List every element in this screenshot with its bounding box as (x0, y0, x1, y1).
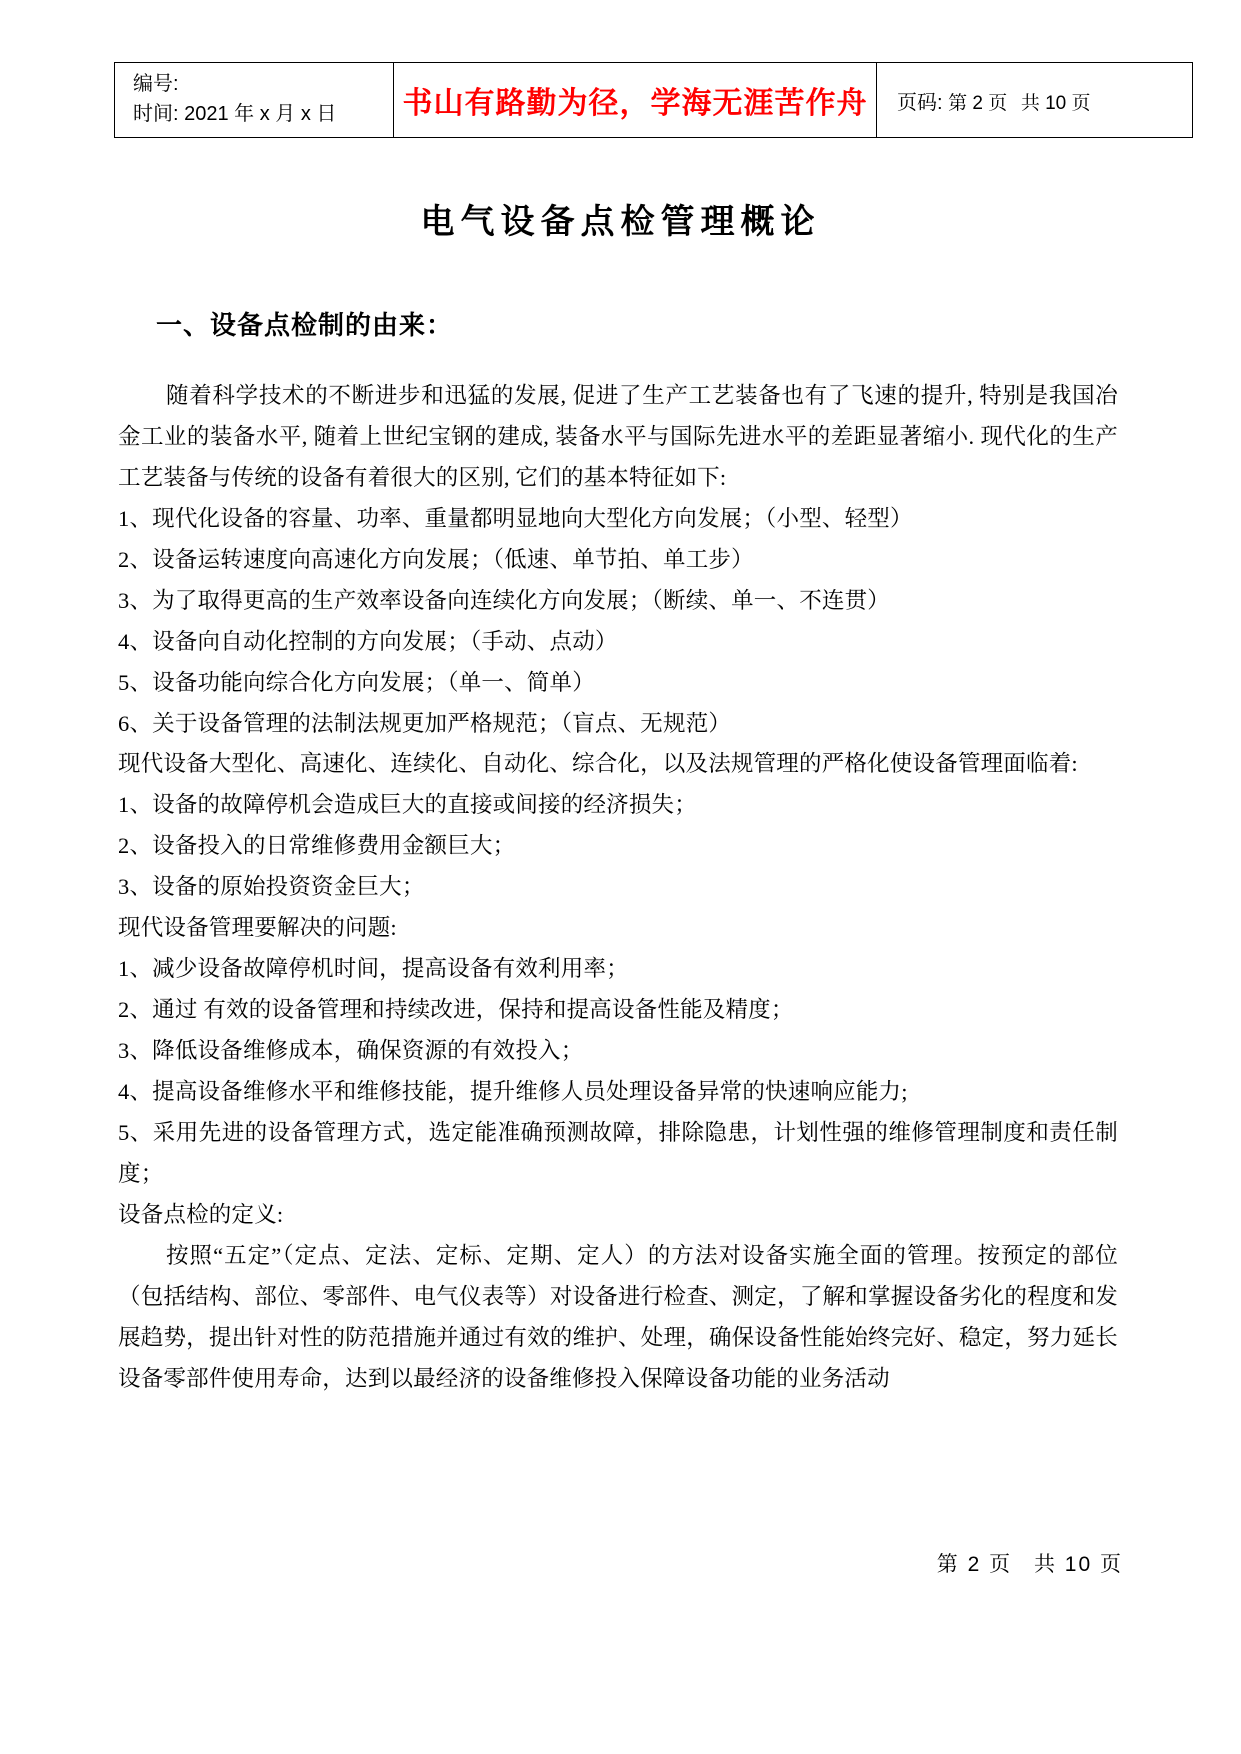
header-page-label: 页码: (897, 91, 943, 114)
body-paragraph: 3、为了取得更高的生产效率设备向连续化方向发展；（断续、单一、不连贯） (118, 587, 891, 613)
body-paragraph: 6、关于设备管理的法制法规更加严格规范；（盲点、无规范） (118, 710, 732, 736)
footer-page-current: 第 2 页 (936, 1553, 1013, 1576)
body-paragraph: 设备点检的定义: (118, 1201, 284, 1227)
body-paragraph: 2、设备投入的日常维修费用金额巨大； (118, 833, 516, 859)
body-paragraph: 2、设备运转速度向高速化方向发展；（低速、单节拍、单工步） (118, 546, 754, 572)
header-cell-slogan (394, 63, 877, 138)
body-paragraph: 4、提高设备维修水平和维修技能，提升维修人员处理设备异常的快速响应能力; (118, 1078, 908, 1104)
body-paragraph: 现代设备管理要解决的问题: (118, 915, 397, 941)
body-paragraph: 3、设备的原始投资资金巨大； (118, 874, 425, 900)
page-header-table (114, 62, 1193, 138)
body-paragraph: 1、减少设备故障停机时间，提高设备有效利用率； (118, 956, 629, 982)
body-paragraph: 按照“五定”（定点、定法、定标、定期、定人）的方法对设备实施全面的管理。按预定的部位（包括结构、部位、零部件、电气仪表等）对设备进行检查、测定，了解和掌握设备劣化的程度和发展趋势，提出针对性的防范措施并通过有效的维护、处理，确保设备性能始终完好、稳定，努力延长设备零部件使用寿命，达到以最经济的设备维修投入保障设备功能的业务活动 (118, 1242, 1118, 1391)
header-page-total: 共 10 页 (1020, 92, 1091, 114)
page-footer (937, 1548, 1123, 1578)
body-paragraph: 现代设备大型化、高速化、连续化、自动化、综合化，以及法规管理的严格化使设备管理面临着: (118, 751, 1078, 777)
header-cell-page-number (877, 63, 1193, 138)
body-paragraph: 2、通过 有效的设备管理和持续改进，保持和提高设备性能及精度； (118, 997, 794, 1023)
body-paragraph: 随着科学技术的不断进步和迅猛的发展, 促进了生产工艺装备也有了飞速的提升, 特别是我国冶金工业的装备水平, 随着上世纪宝钢的建成, 装备水平与国际先进水平的差距显著缩小. 现代化的生产工艺装备与传统的设备有着很大的区别, 它们的基本特征如下: (118, 383, 1118, 490)
body-paragraph: 1、设备的故障停机会造成巨大的直接或间接的经济损失； (118, 792, 697, 818)
header-page-current: 第 2 页 (948, 92, 1008, 114)
body-paragraph: 3、降低设备维修成本，确保资源的有效投入； (118, 1038, 584, 1063)
body-paragraph: 1、现代化设备的容量、功率、重量都明显地向大型化方向发展；（小型、轻型） (118, 505, 913, 531)
body-paragraph: 5、采用先进的设备管理方式，选定能准确预测故障，排除隐患，计划性强的维修管理制度和责任制度； (118, 1119, 1118, 1186)
page-title: 电气设备点检管理概论 (420, 202, 821, 242)
section-heading: 一、设备点检制的由来： (156, 310, 454, 340)
header-cell-document-info (115, 63, 394, 138)
header-slogan: 书山有路勤为径，学海无涯苦作舟 (402, 87, 868, 120)
header-time-label: 时间: 2021 年 x 月 x 日 (133, 103, 337, 125)
header-number-label: 编号: (133, 73, 179, 95)
footer-page-total: 共 10 页 (1033, 1553, 1123, 1576)
body-paragraph: 4、设备向自动化控制的方向发展；（手动、点动） (118, 628, 618, 654)
body-paragraph: 5、设备功能向综合化方向发展；（单一、简单） (118, 669, 595, 695)
document-body (118, 376, 1118, 1399)
header-row (115, 63, 1193, 138)
